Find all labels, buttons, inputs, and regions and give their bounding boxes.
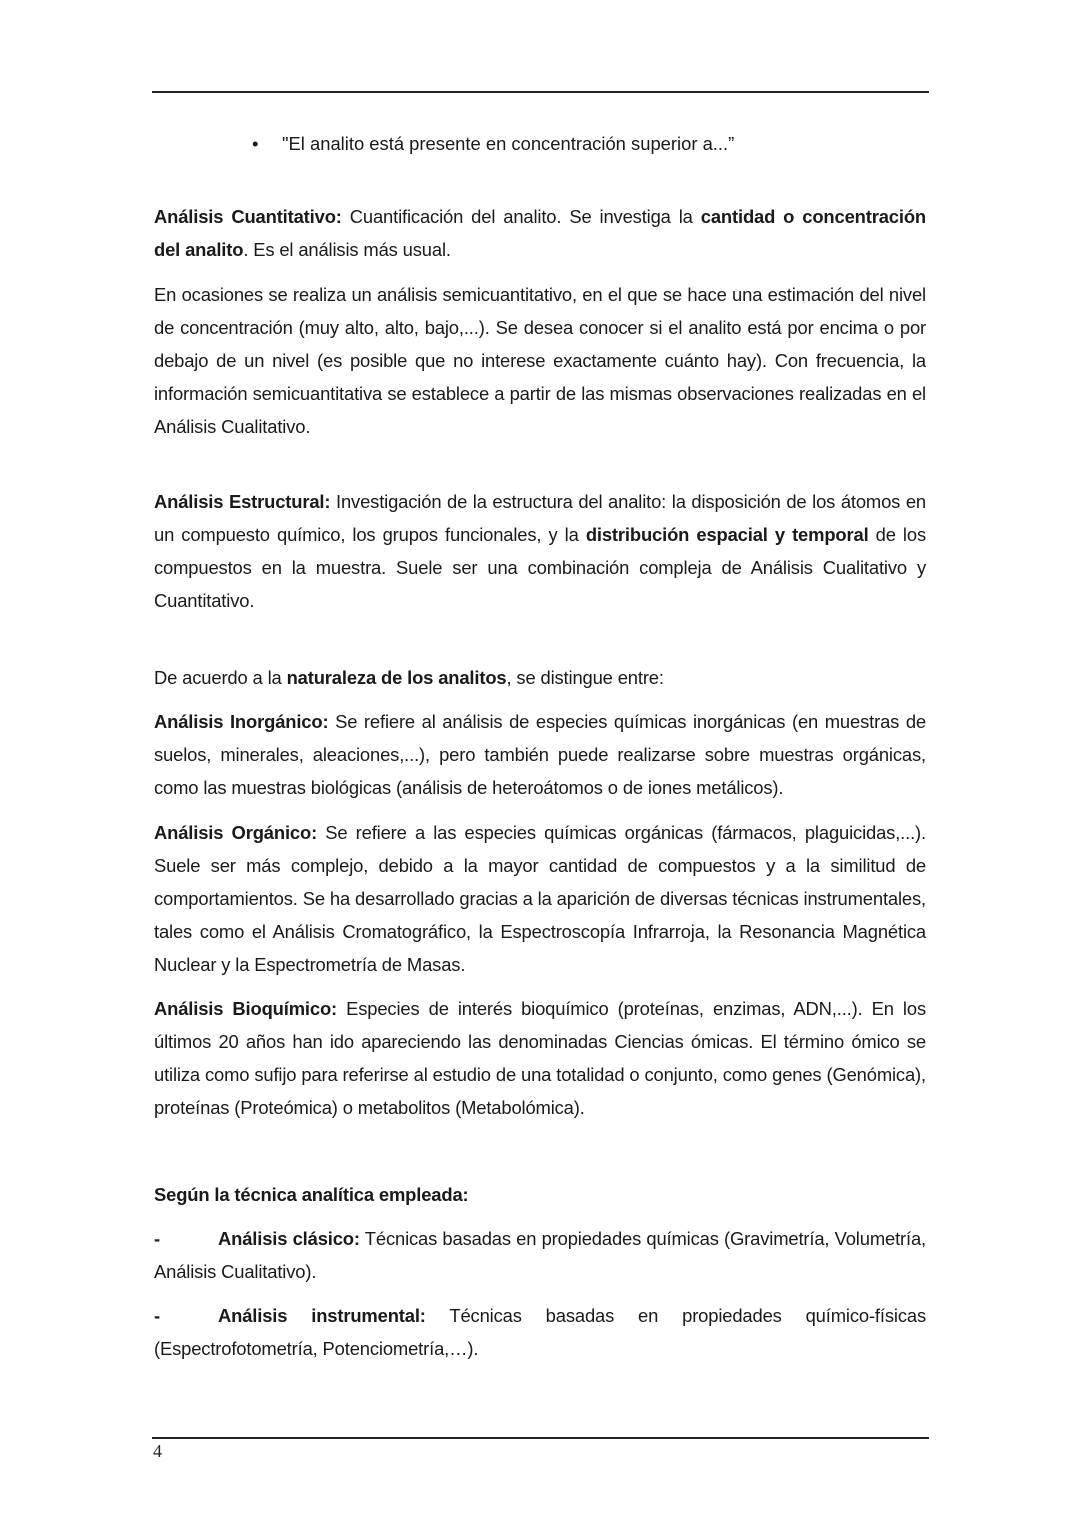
paragraph-inorganico — [154, 705, 926, 804]
emphasis-text: distribución espacial y temporal — [585, 524, 869, 545]
paragraph-text: , se distingue entre: — [506, 667, 664, 688]
bullet-item — [252, 127, 734, 160]
paragraph-organico — [154, 816, 926, 981]
dash-bullet-icon: - — [154, 1305, 160, 1326]
paragraph-text: Se refiere a las especies químicas orgánicas (fármacos, plaguicidas,...). Suele ser más complejo, debido a la mayor cantidad de compuestos y a la similitud de comportamientos. Se ha desarrollado gracias a la aparición de diversas técnicas instrumentales, tales como el Análisis Cromatográfico, la Espectroscopía Infrarroja, la Resonancia Magnética Nuclear y la Espectrometría de Masas. — [154, 822, 926, 975]
bullet-icon: • — [252, 133, 259, 154]
paragraph-cuantitativo — [154, 200, 926, 266]
paragraph-naturaleza — [154, 661, 926, 694]
term-label: Análisis Cuantitativo: — [154, 206, 342, 227]
paragraph-text: Se refiere al análisis de especies químicas inorgánicas (en muestras de suelos, minerales, aleaciones,...), pero también puede realizarse sobre muestras orgánicas, como las muestras biológicas (análisis de heteroátomos o de iones metálicos). — [154, 711, 926, 798]
emphasis-text: naturaleza de los analitos — [286, 667, 507, 688]
paragraph-text: Técnicas basadas en propiedades químico-físicas (Espectrofotometría, Potenciometría,…). — [154, 1305, 926, 1359]
list-item-instrumental — [154, 1299, 926, 1365]
section-heading-tecnica — [154, 1178, 926, 1211]
page-number: 4 — [153, 1441, 162, 1461]
term-label: Análisis instrumental: — [218, 1305, 426, 1326]
paragraph-text: Especies de interés bioquímico (proteínas, enzimas, ADN,...). En los últimos 20 años han ido apareciendo las denominadas Ciencias ómicas. El término ómico se utiliza como sufijo para referirse al estudio de una totalidad o conjunto, como genes (Genómica), proteínas (Proteómica) o metabolitos (Metabolómica). — [154, 998, 926, 1118]
heading-text: Según la técnica analítica empleada: — [154, 1184, 469, 1205]
paragraph-text: Técnicas basadas en propiedades químicas (Gravimetría, Volumetría, Análisis Cualitativo). — [154, 1228, 927, 1282]
paragraph-semicuantitativo — [154, 278, 926, 443]
emphasis-text: cantidad o concentración del analito — [154, 206, 926, 260]
paragraph-text: de los compuestos en la muestra. Suele ser una combinación compleja de Análisis Cualitativo y Cuantitativo. — [154, 524, 926, 611]
paragraph-text: Cuantificación del analito. Se investiga la — [341, 206, 701, 227]
list-item-clasico — [154, 1222, 926, 1288]
header-rule — [152, 91, 929, 93]
dash-bullet-icon: - — [154, 1228, 160, 1249]
term-label: Análisis clásico: — [218, 1228, 360, 1249]
footer-rule — [152, 1437, 929, 1439]
term-label: Análisis Orgánico: — [154, 822, 318, 843]
paragraph-text: . Es el análisis más usual. — [243, 239, 451, 260]
paragraph-estructural — [154, 485, 926, 617]
paragraph-bioquimico — [154, 992, 926, 1124]
paragraph-text: De acuerdo a la — [154, 667, 287, 688]
paragraph-text: Investigación de la estructura del analito: la disposición de los átomos en un compuesto químico, los grupos funcionales, y la — [154, 491, 927, 545]
bullet-text: "El analito está presente en concentración superior a...” — [282, 133, 735, 154]
term-label: Análisis Bioquímico: — [154, 998, 338, 1019]
term-label: Análisis Inorgánico: — [154, 711, 329, 732]
term-label: Análisis Estructural: — [154, 491, 331, 512]
paragraph-text: En ocasiones se realiza un análisis semicuantitativo, en el que se hace una estimación del nivel de concentración (muy alto, alto, bajo,...). Se desea conocer si el analito está por encima o por debajo de un nivel (es posible que no interese exactamente cuánto hay). Con frecuencia, la información semicuantitativa se establece a partir de las mismas observaciones realizadas en el Análisis Cualitativo. — [154, 284, 926, 437]
